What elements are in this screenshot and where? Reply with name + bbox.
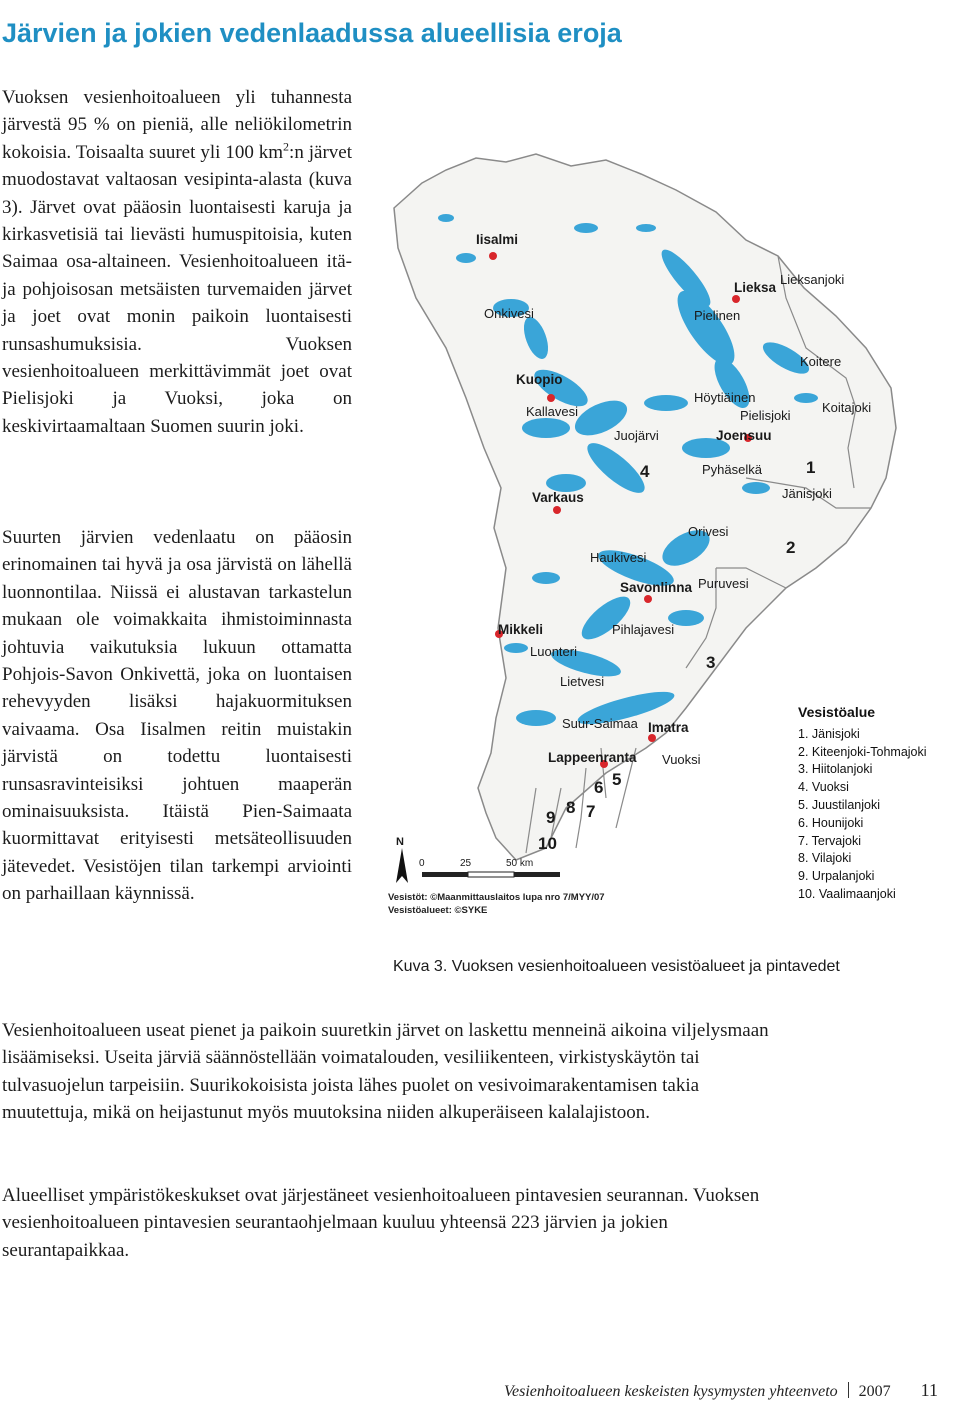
map-place-label: Lietvesi — [560, 674, 605, 689]
drainage-regulation-paragraph: Vesienhoitoalueen useat pienet ja paikoin suuretkin järvet on laskettu menneinä aikoina viljelysmaan lisäämiseksi. Useita järviä säännöstellään voimatalouden, vesiliikenteen, virkistyskäytön tai tulvasuojelun tarpeisiin. Suurikokoisista joista lähes puolet on vesivoimarakentamisen takia muutettuja, mikä on heijastunut myös muutoksina niiden alkuperäiseen kalalajistoon. — [2, 1020, 769, 1124]
superscript-2: 2 — [283, 139, 290, 154]
map-town-label: Varkaus — [532, 490, 584, 505]
scale-bar — [422, 872, 560, 877]
map-place-label: Haukivesi — [590, 550, 647, 565]
legend-item: 1. Jänisjoki — [798, 726, 860, 741]
map-town-label: Mikkeli — [498, 622, 544, 637]
map-place-label: Puruvesi — [698, 576, 749, 591]
map-town-label: Joensuu — [716, 428, 772, 443]
map-town-label: Kuopio — [516, 372, 563, 387]
map-place-label: Lieksanjoki — [780, 272, 845, 287]
intro-paragraph — [2, 84, 352, 440]
map-place-label: Onkivesi — [484, 306, 534, 321]
map-credit-areas: Vesistöalueet: ©SYKE — [388, 905, 488, 916]
region-number: 1 — [806, 458, 816, 477]
map-place-label: Pyhäselkä — [702, 462, 762, 477]
north-arrow — [396, 848, 408, 883]
map-town-label: Savonlinna — [620, 580, 693, 595]
page-title: Järvien ja jokien vedenlaadussa alueellisia eroja — [2, 18, 622, 49]
monitoring-paragraph: Alueelliset ympäristökeskukset ovat järjestäneet vesienhoitoalueen pintavesien seurannan. Vuoksen vesienhoitoalueen pintavesien seurantaohjelmaan kuuluu yhteensä 223 järvien ja jokien seurantapaikkaa. — [2, 1185, 760, 1261]
map-place-label: Pielisjoki — [740, 408, 791, 423]
legend-item: 10. Vaalimaanjoki — [798, 886, 896, 901]
region-number: 2 — [786, 538, 796, 557]
map-place-label: Jänisjoki — [782, 486, 832, 501]
map-town-label: Imatra — [648, 720, 689, 735]
map-place-label: Kallavesi — [526, 404, 579, 419]
map-place-label: Suur-Saimaa — [562, 716, 638, 731]
map-town-label: Lappeenranta — [548, 750, 637, 765]
map-place-label: Orivesi — [688, 524, 729, 539]
page-footer — [504, 1380, 938, 1401]
scale-label: 50 km — [506, 858, 534, 869]
region-number: 7 — [586, 802, 596, 821]
water-quality-paragraph: Suurten järvien vedenlaatu on pääosin erinomainen tai hyvä ja osa järvistä on lähellä luonnontilaa. Niissä ei alustavan tarkastelun mukaan ole voimakkaita ihmistoiminnasta johtuvia vaikutuksia lukuun ottamatta Pohjois-Savon Onkivettä, joka on luontaisen rehevyyden lisäksi hajakuormituksen vaivaama. Osa Iisalmen reitin muistakin järvistä on todettu luontaisesti runsasravinteisiksi johtuen maaperän ominaisuuksista. Itäistä Pien-Saimaata kuormittavat erityisesti metsäteollisuuden jätevedet. Vesistöjen tilan tarkempi arviointi on parhaillaan käynnissä. — [2, 527, 352, 905]
legend-title: Vesistöalue — [798, 704, 876, 720]
figure-caption: Kuva 3. Vuoksen vesienhoitoalueen vesistöalueet ja pintavedet — [393, 958, 840, 975]
legend-item: 8. Vilajoki — [798, 851, 852, 866]
region-number: 8 — [566, 798, 576, 817]
region-number: 3 — [706, 653, 716, 672]
map-place-label: Koitajoki — [822, 400, 872, 415]
footer-divider — [848, 1382, 849, 1398]
region-number: 5 — [612, 770, 622, 789]
legend-item: 6. Hounijoki — [798, 815, 864, 830]
scale-label: 25 — [460, 858, 472, 869]
map-place-label: Pielinen — [694, 308, 741, 323]
map-town-label: Iisalmi — [476, 232, 519, 247]
north-label: N — [396, 836, 404, 848]
map-place-label: Vuoksi — [662, 752, 701, 767]
map-town-label: Lieksa — [734, 280, 777, 295]
map-credit-waters: Vesistöt: ©Maanmittauslaitos lupa nro 7/MYY/07 — [388, 892, 605, 903]
publication-title: Vesienhoitoalueen keskeisten kysymysten yhteenveto — [504, 1383, 838, 1400]
region-number: 10 — [538, 834, 557, 853]
legend-item: 4. Vuoksi — [798, 780, 849, 795]
legend-item: 7. Tervajoki — [798, 833, 861, 848]
map-place-label: Höytiäinen — [694, 390, 756, 405]
legend-item: 9. Urpalanjoki — [798, 869, 875, 884]
catchment-map — [386, 148, 954, 918]
legend-item: 3. Hiitolanjoki — [798, 762, 873, 777]
region-number: 4 — [640, 462, 650, 481]
intro-text-start: Vuoksen vesienhoitoalueen yli tuhannesta järvestä 95 % on pieniä, alle neliökilometrin kokoisia. Toisaalta suuret yli 100 km — [2, 87, 352, 163]
map-legend — [798, 704, 927, 904]
intro-text-rest: :n järvet muodostavat valtaosan vesipinta-alasta (kuva 3). Järvet ovat pääosin luontaisesti karuja ja kirkasvetisiä tai lievästi humuspitoisia, kuten Saimaa osa-altaineen. Vesienhoitoalueen itä- ja pohjoisosan metsäisten turvemaiden järvet ja joet ovat monin paikoin luontaisesti runsashumuksisia. Vuoksen vesienhoitoalueen merkittävimmät joet ovat Pielisjoki ja Vuoksi, joka on keskivirtaamaltaan Suomen suurin joki. — [2, 141, 353, 437]
region-number: 6 — [594, 778, 604, 797]
map-place-label: Juojärvi — [614, 428, 659, 443]
map-place-label: Pihlajavesi — [612, 622, 675, 637]
map-place-label: Koitere — [800, 354, 842, 369]
region-number: 9 — [546, 808, 556, 827]
scale-label: 0 — [419, 858, 425, 869]
page-number: 11 — [920, 1380, 938, 1400]
map-place-label: Luonteri — [530, 644, 577, 659]
legend-item: 2. Kiteenjoki-Tohmajoki — [798, 744, 927, 759]
legend-item: 5. Juustilanjoki — [798, 797, 880, 812]
publication-year: 2007 — [858, 1383, 891, 1400]
